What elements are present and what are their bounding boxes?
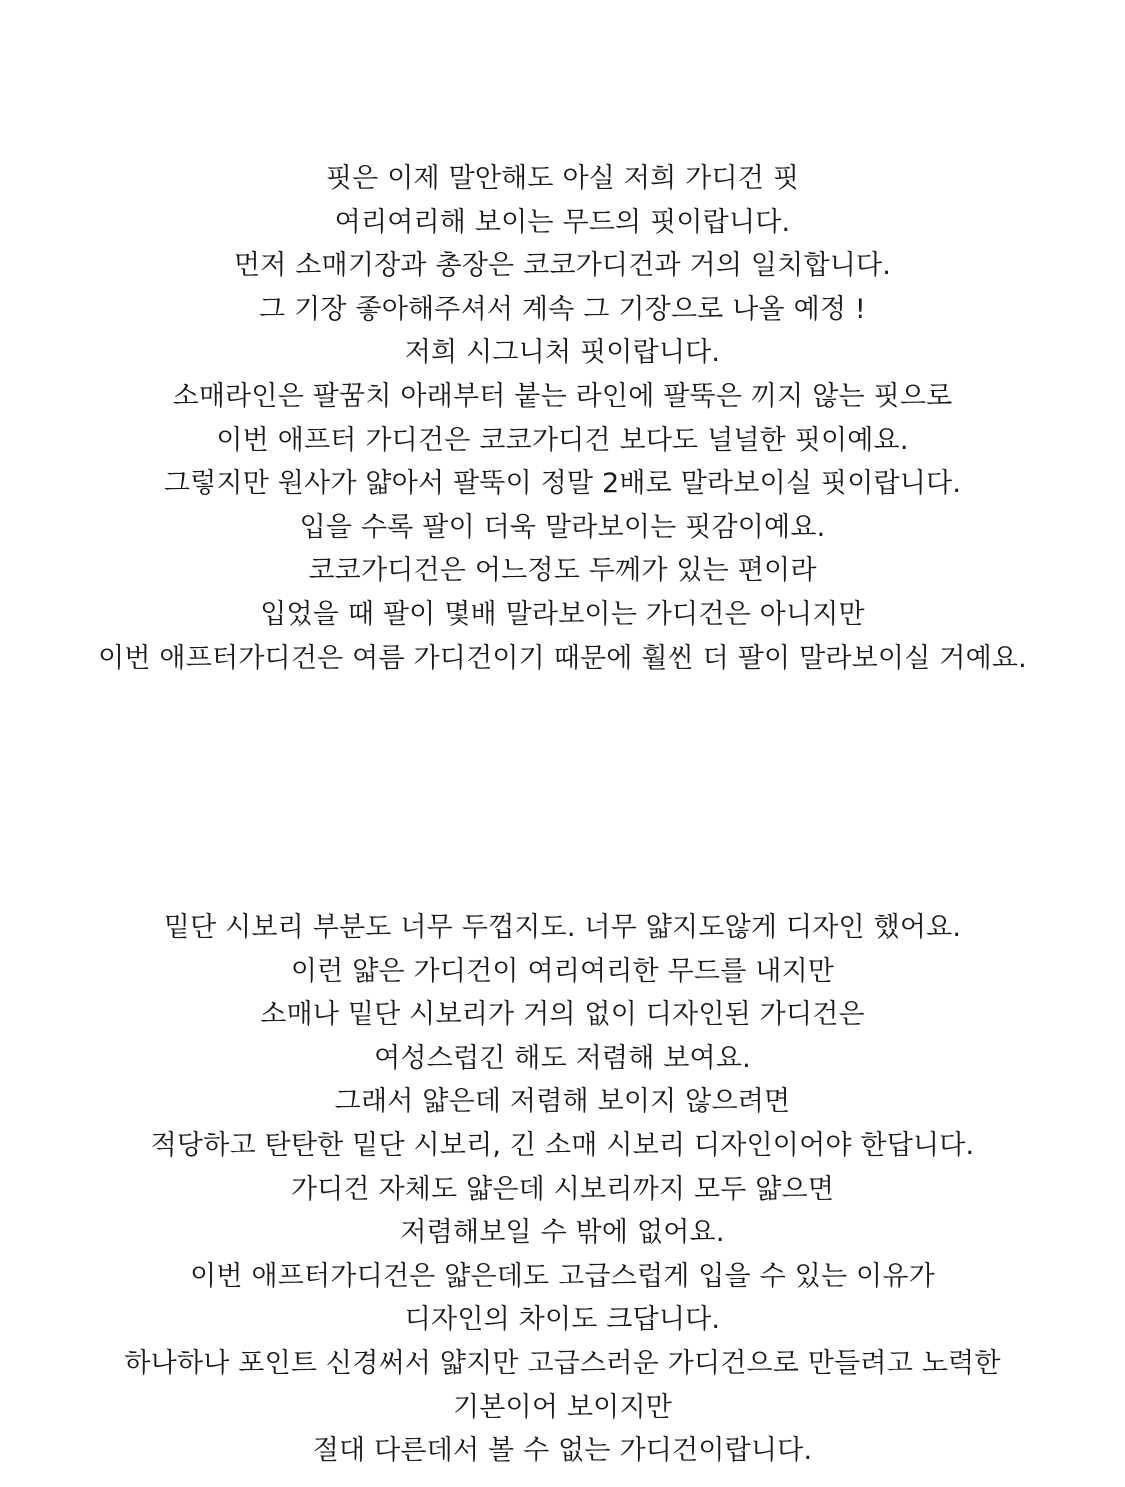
text-line: 절대 다른데서 볼 수 없는 가디건이랍니다. — [312, 1435, 813, 1467]
text-line: 이번 애프터가디건은 여름 가디건이기 때문에 훨씬 더 팔이 말라보이실 거예요. — [98, 642, 1027, 674]
text-line: 가디건 자체도 얇은데 시보리까지 모두 얇으면 — [290, 1173, 835, 1205]
text-line: 소매라인은 팔꿈치 아래부터 붙는 라인에 팔뚝은 끼지 않는 핏으로 — [172, 380, 953, 412]
text-line: 저희 시그니처 핏이랍니다. — [404, 337, 721, 369]
text-line: 입을 수록 팔이 더욱 말라보이는 핏감이예요. — [299, 511, 826, 543]
text-line: 핏은 이제 말안해도 아실 저희 가디건 핏 — [325, 163, 800, 194]
text-line: 입었을 때 팔이 몇배 말라보이는 가디건은 아니지만 — [260, 598, 865, 630]
text-line: 이번 애프터 가디건은 코코가디건 보다도 널널한 핏이예요. — [216, 424, 909, 456]
text-line: 이런 얇은 가디건이 여리여리한 무드를 내지만 — [290, 955, 835, 987]
text-line: 그렇지만 원사가 얇아서 팔뚝이 정말 2배로 말라보이실 핏이랍니다. — [163, 468, 962, 500]
text-line: 적당하고 탄탄한 밑단 시보리, 긴 소매 시보리 디자인이어야 한답니다. — [150, 1129, 975, 1161]
text-line: 코코가디건은 어느정도 두께가 있는 편이라 — [308, 555, 817, 587]
text-line: 기본이어 보이지만 — [452, 1391, 673, 1423]
text-line: 밑단 시보리 부분도 너무 두껍지도. 너무 얇지도않게 디자인 했어요. — [163, 912, 962, 943]
text-line: 이번 애프터가디건은 얇은데도 고급스럽게 입을 수 있는 이유가 — [190, 1260, 935, 1292]
text-line: 그 기장 좋아해주셔서 계속 그 기장으로 나올 예정 ! — [259, 293, 866, 325]
text-line: 소매나 밑단 시보리가 거의 없이 디자인된 가디건은 — [260, 999, 865, 1031]
text-line: 먼저 소매기장과 총장은 코코가디건과 거의 일치합니다. — [233, 250, 892, 282]
text-line: 여리여리해 보이는 무드의 핏이랍니다. — [334, 206, 791, 238]
ribbing-description-paragraph — [0, 906, 1125, 1473]
text-line: 하나하나 포인트 신경써서 얇지만 고급스러운 가디건으로 만들려고 노력한 — [124, 1347, 1001, 1379]
fit-description-paragraph — [0, 157, 1125, 680]
text-line: 저렴해보일 수 밖에 없어요. — [400, 1217, 725, 1249]
text-line: 디자인의 차이도 크답니다. — [404, 1304, 721, 1336]
text-line: 여성스럽긴 해도 저렴해 보여요. — [374, 1042, 751, 1074]
text-line: 그래서 얇은데 저렴해 보이지 않으려면 — [334, 1086, 791, 1118]
